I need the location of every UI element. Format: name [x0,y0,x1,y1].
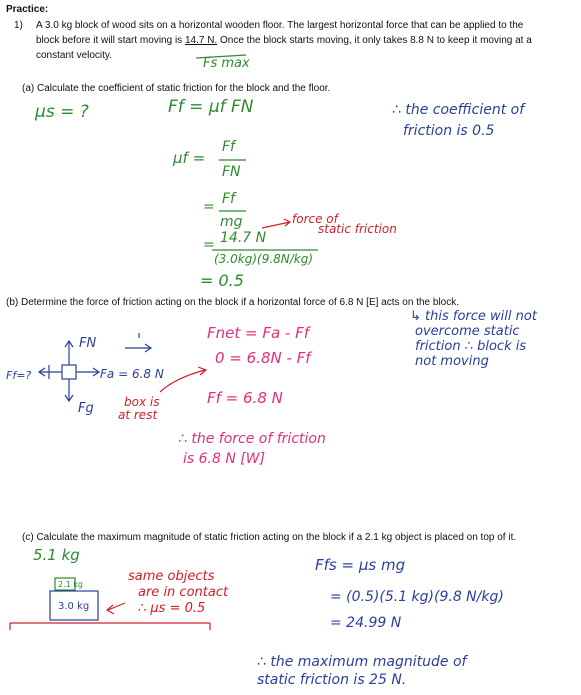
question-line-1: A 3.0 kg block of wood sits on a horizontal wooden floor. The largest horizontal force that can be applied to the [36,20,524,31]
fbd-ff-label: Ff=? [6,369,32,382]
stacked-boxes [10,578,210,630]
part-b-note-4: not moving [415,354,489,369]
part-c-conclusion-2: static friction is 25 N. [257,672,407,688]
part-a-eq2-den: FN [222,164,241,180]
static-friction-note-2: static friction [318,222,397,236]
part-c-eq2: = (0.5)(5.1 kg)(9.8 N/kg) [330,589,504,605]
part-c-note-2: are in contact [138,585,229,600]
static-friction-note-1: force of [292,212,338,226]
part-c-question: (c) Calculate the maximum magnitude of static friction acting on the block if a 2.1 kg object is placed on top of it. [22,532,517,543]
part-b-note-3: friction ∴ block is [415,339,527,354]
static-friction-arrow [262,219,290,228]
fsmax-note: Fs max [203,56,250,71]
part-c-conclusion-1: ∴ the maximum magnitude of [257,654,467,670]
part-a-eq1: Ff = μf FN [168,97,254,117]
east-direction-arrow [125,333,151,352]
question-line-2b: Once the block starts moving, it only takes 8.8 N to keep it moving at a [217,35,532,46]
part-b-note-1: ↳ this force will not [410,309,537,324]
rest-arrow [160,367,206,392]
part-b-note-2: overcome static [415,324,520,339]
question-line-3: constant velocity. [36,50,112,61]
part-c-note-1: same objects [128,569,215,584]
fbd-fn-label: FN [79,336,97,351]
part-c-eq1: Ffs = μs mg [315,556,406,574]
part-a-eq3-den: mg [220,214,243,230]
part-b-eq3: Ff = 6.8 N [207,389,283,407]
part-a-eq4-den: (3.0kg)(9.8N/kg) [214,252,314,266]
fbd-fg-label: Fg [78,401,94,416]
practice-heading: Practice: [6,4,49,15]
part-a-unknown: μs = ? [35,102,89,122]
total-mass-label: 5.1 kg [33,546,80,564]
part-a-eq3-prefix: = [203,199,215,215]
part-b-question: (b) Determine the force of friction acting on the block if a horizontal force of 6.8 N [E] acts on the block. [6,297,460,308]
part-a-eq2-num: Ff [222,139,235,155]
part-c-note-3: ∴ μs = 0.5 [138,601,206,616]
part-b-eq1: Fnet = Fa - Ff [207,324,310,342]
part-c-eq3: = 24.99 N [330,615,402,631]
fbd-fa-label: Fa = 6.8 N [100,367,164,381]
rest-note-2: at rest [118,408,158,422]
part-b-conclusion-1: ∴ the force of friction [178,431,326,447]
question-underlined-value: 14.7 N. [184,35,218,46]
part-a-result: = 0.5 [200,271,244,290]
part-a-eq3-num: Ff [222,191,235,207]
part-a-eq4-num: 14.7 N [220,230,267,246]
free-body-diagram [39,341,99,401]
small-box-label: 2.1 kg [58,580,83,589]
part-a-question: (a) Calculate the coefficient of static friction for the block and the floor. [22,83,331,94]
part-a-conclusion-2: friction is 0.5 [403,123,495,139]
question-number: 1) [14,20,23,31]
part-a-eq2-lhs: μf = [173,149,206,167]
big-box-label: 3.0 kg [58,601,90,612]
fsmax-pointer [196,55,246,58]
part-b-conclusion-2: is 6.8 N [W] [183,451,266,467]
rest-note-1: box is [124,395,160,409]
question-line-2a: block before it will start moving is [36,35,185,46]
part-a-eq4-prefix: = [203,237,215,253]
same-objects-arrow [107,603,125,614]
part-a-conclusion-1: ∴ the coefficient of [392,102,525,118]
part-b-eq2: 0 = 6.8N - Ff [215,349,311,367]
